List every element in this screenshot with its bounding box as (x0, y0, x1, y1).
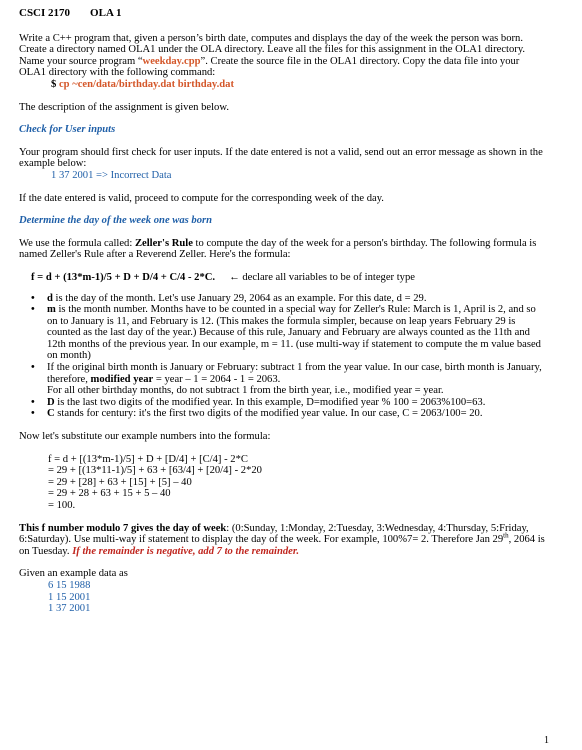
section-heading-day-of-week: Determine the day of the week one was born (19, 215, 213, 227)
copy-command (51, 79, 549, 91)
term-C: C (47, 408, 55, 420)
zeller-formula (31, 272, 549, 284)
intro-text-1: Write a C++ program that, given a person’s birth date, computes and displays the day of the week the person was born. Create a directory named OLA1 under the OLA directory. Leave all the files for this assignment in the OLA1 directory. Name your source program “ (19, 32, 526, 67)
orig-month-b: = year – 1 = 2064 - 1 = 2063. (153, 373, 281, 385)
calc-line: = 100. (48, 500, 76, 511)
header (19, 8, 549, 20)
modulo-text: : (0:Sunday, 1:Monday, 2:Tuesday, 3:Wednesday, 4:Thursday, 5:Friday, 6:Saturday). Use multi-way if statement to display the day of the week. For example, 100%7= 2. Therefore Jan 29 (19, 522, 529, 546)
example-data-label: Given an example data as (19, 568, 128, 580)
zeller-intro-b: to compute the day of the week for a person's birthday. The following formula is named Zeller's Rule after a Reverend Zeller. Here's the formula: (19, 237, 537, 261)
desc-C: stands for century: it's the first two digits of the modified year value. In our case, C = 2063/100= 20. (54, 408, 483, 420)
list-item (19, 397, 549, 409)
desc-d: is the day of the month. Let's use January 29, 2064 as an example. For this date, d = 29. (52, 292, 427, 304)
orig-month-a: If the original birth month is January or February: subtract 1 from the year value. In our case, birth month is January, therefore, (47, 362, 542, 385)
substitute-text: Now let's substitute our example numbers into the formula: (19, 431, 271, 443)
calc-line: = 29 + 28 + 63 + 15 + 5 – 40 (48, 488, 171, 500)
modulo-paragraph (19, 523, 549, 558)
modulo-bold: This f number modulo 7 gives the day of week (19, 522, 227, 534)
modified-year-term: modified year (90, 373, 154, 385)
calc-line: = 29 + [28] + 63 + [15] + [5] – 40 (48, 476, 192, 488)
example-data-lines (48, 580, 549, 615)
calc-line: f = d + [(13*m-1)/5] + D + [D/4] + [C/4] - 2*C (48, 453, 248, 465)
section-heading-user-inputs: Check for User inputs (19, 124, 116, 136)
list-item (19, 362, 549, 397)
modulo-sup: th (503, 531, 509, 540)
page-number: 1 (544, 735, 549, 746)
intro-paragraph (19, 33, 549, 79)
term-m: m (47, 304, 56, 316)
command-text: cp ~cen/data/birthday.dat birthday.dat (58, 78, 234, 90)
modulo-end: , 2064 is on Tuesday. (19, 534, 545, 557)
calc-line: = 29 + [(13*11-1)/5] + 63 + [63/4] + [20/4] - 2*20 (48, 465, 262, 477)
orig-month-c: For all other birthday months, do not subtract 1 from the birth year, i.e., modified year = year. (47, 385, 444, 397)
term-d: d (47, 292, 53, 304)
valid-date-text: If the date entered is valid, proceed to compute for the corresponding week of the day. (19, 192, 384, 204)
course-code: CSCI 2170 (19, 7, 71, 19)
source-filename: weekday.cpp (142, 55, 201, 67)
list-item (19, 293, 549, 305)
command-prompt: $ (51, 78, 57, 90)
term-D: D (47, 396, 55, 408)
error-example: 1 37 2001 => Incorrect Data (51, 169, 172, 181)
list-item (19, 304, 549, 362)
zeller-intro-a: We use the formula called: (19, 237, 135, 249)
zeller-intro (19, 238, 549, 261)
formula-text: f = d + (13*m-1)/5 + D + D/4 + C/4 - 2*C. (31, 271, 216, 283)
list-item (19, 408, 549, 420)
desc-m: is the month number. Months have to be counted in a special way for Zeller's Rule: March is 1, April is 2, and so on to January is 11, and February is 12. (This makes the formula simpler, because on leap years February 29 is counted as the last day of the year.) Because of this rule, January and February are always counted as the 11th and 12th months of the previous year. In our example, m = 11. (use multi-way if statement to compute the m value based on month) (47, 304, 541, 362)
user-inputs-text: Your program should first check for user inputs. If the date entered is not a valid, send out an error message as shown in the example below: (19, 146, 543, 170)
description-line: The description of the assignment is given below. (19, 101, 229, 113)
assignment-page (19, 8, 549, 615)
example-data-line: 1 37 2001 (48, 603, 91, 615)
zeller-rule-term: Zeller's Rule (134, 237, 193, 249)
formula-note: ← declare all variables to be of integer type (229, 271, 415, 283)
variable-list (19, 293, 549, 421)
negative-remainder-note: If the remainder is negative, add 7 to the remainder. (72, 545, 300, 557)
example-data-line: 1 15 2001 (48, 591, 91, 603)
assignment-title: OLA 1 (90, 7, 122, 19)
desc-D: is the last two digits of the modified year. In this example, D=modified year % 100 = 2063%100=63. (54, 396, 486, 408)
intro-text-2: ”. Create the source file in the OLA1 directory. Copy the data file into your OLA1 directory with the following command: (19, 55, 520, 79)
example-data-line: 6 15 1988 (48, 579, 91, 591)
calculation-block (48, 454, 549, 512)
